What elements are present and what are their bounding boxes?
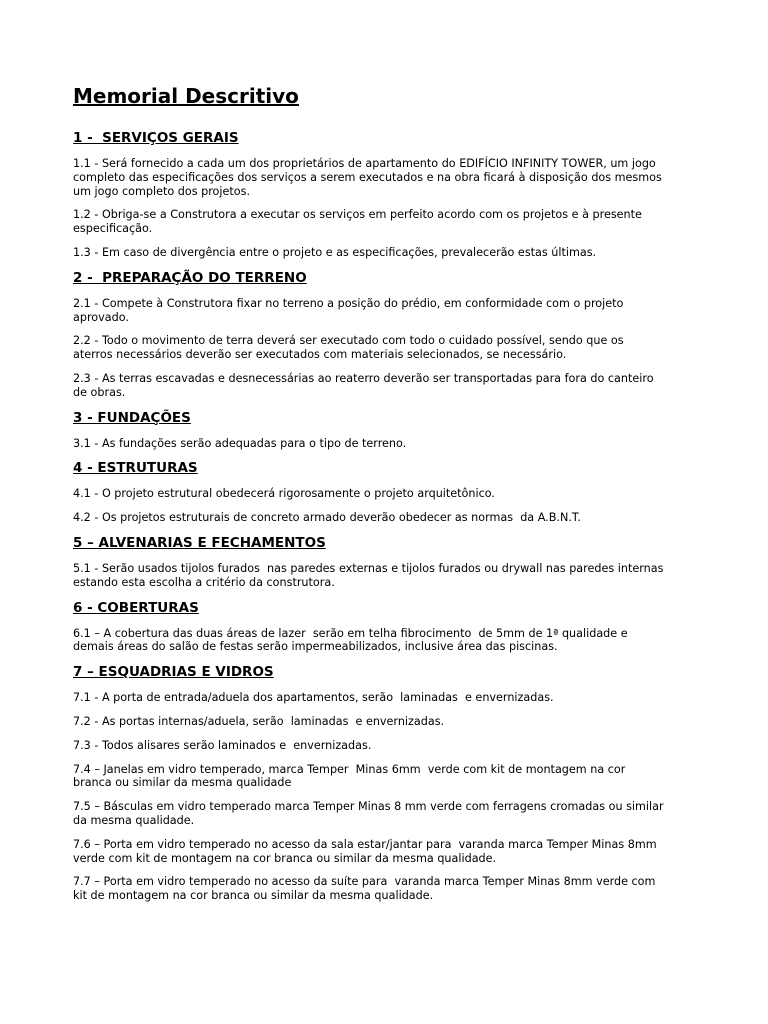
section-heading: 7 – ESQUADRIAS E VIDROS bbox=[73, 664, 274, 681]
paragraph: 4.2 - Os projetos estruturais de concreto armado deverão obedecer as normas da A.B.N.T. bbox=[73, 511, 581, 525]
paragraph: 7.5 – Básculas em vidro temperado marca Temper Minas 8 mm verde com ferragens cromadas ou similar da mesma qualidade. bbox=[73, 800, 664, 827]
paragraph: 3.1 - As fundações serão adequadas para o tipo de terreno. bbox=[73, 436, 407, 450]
paragraph: 7.6 – Porta em vidro temperado no acesso da sala estar/jantar para varanda marca Temper Minas 8mm verde com kit de montagem na cor branca ou similar da mesma qualidade. bbox=[73, 837, 657, 865]
section-heading: 5 – ALVENARIAS E FECHAMENTOS bbox=[73, 534, 326, 551]
section-fundacoes bbox=[73, 410, 723, 451]
section-esquadrias bbox=[73, 664, 723, 903]
paragraph: 7.2 - As portas internas/aduela, serão laminadas e envernizadas. bbox=[73, 714, 445, 728]
section-heading: 4 - ESTRUTURAS bbox=[73, 460, 198, 477]
paragraph: 1.1 - Será fornecido a cada um dos proprietários de apartamento do EDIFÍCIO INFINITY TOWER, um jogo completo das especificações dos serviços a serem executados e na obra ficará à disposição dos mesmos um jogo completo dos projetos. bbox=[73, 157, 662, 198]
section-estruturas bbox=[73, 460, 723, 525]
paragraph: 6.1 – A cobertura das duas áreas de lazer serão em telha fibrocimento de 5mm de 1ª qualidade e demais áreas do salão de festas serão impermeabilizados, inclusive área das piscinas. bbox=[73, 626, 628, 654]
paragraph: 7.3 - Todos alisares serão laminados e envernizadas. bbox=[73, 738, 372, 752]
section-preparacao-terreno bbox=[73, 270, 723, 400]
paragraph: 4.1 - O projeto estrutural obedecerá rigorosamente o projeto arquitetônico. bbox=[73, 487, 495, 501]
paragraph: 2.3 - As terras escavadas e desnecessárias ao reaterro deverão ser transportadas para fora do canteiro de obras. bbox=[73, 371, 654, 399]
paragraph: 2.2 - Todo o movimento de terra deverá ser executado com todo o cuidado possível, sendo que os aterros necessários deverão ser executados com materiais selecionados, se necessário. bbox=[73, 334, 624, 362]
section-heading: 2 - PREPARAÇÃO DO TERRENO bbox=[73, 269, 307, 286]
section-servicos-gerais bbox=[73, 130, 723, 260]
paragraph: 7.1 - A porta de entrada/aduela dos apartamentos, serão laminadas e envernizadas. bbox=[73, 691, 554, 705]
section-alvenarias bbox=[73, 535, 723, 590]
paragraph: 1.2 - Obriga-se a Construtora a executar os serviços em perfeito acordo com os projetos e à presente especificação. bbox=[73, 208, 642, 236]
paragraph: 7.7 – Porta em vidro temperado no acesso da suíte para varanda marca Temper Minas 8mm verde com kit de montagem na cor branca ou similar da mesma qualidade. bbox=[73, 875, 656, 903]
paragraph: 2.1 - Compete à Construtora fixar no terreno a posição do prédio, em conformidade com o projeto aprovado. bbox=[73, 296, 624, 324]
paragraph: 5.1 - Serão usados tijolos furados nas paredes externas e tijolos furados ou drywall nas paredes internas estando esta escolha a critério da construtora. bbox=[73, 561, 664, 589]
paragraph: 1.3 - Em caso de divergência entre o projeto e as especificações, prevalecerão estas últimas. bbox=[73, 245, 597, 259]
paragraph: 7.4 – Janelas em vidro temperado, marca Temper Minas 6mm verde com kit de montagem na cor branca ou similar da mesma qualidade bbox=[73, 762, 626, 790]
section-heading: 1 - SERVIÇOS GERAIS bbox=[73, 130, 239, 146]
document-title: Memorial Descritivo bbox=[73, 84, 299, 108]
document-page bbox=[73, 84, 723, 913]
section-heading: 6 - COBERTURAS bbox=[73, 599, 199, 616]
section-coberturas bbox=[73, 600, 723, 655]
section-heading: 3 - FUNDAÇÕES bbox=[73, 409, 191, 426]
